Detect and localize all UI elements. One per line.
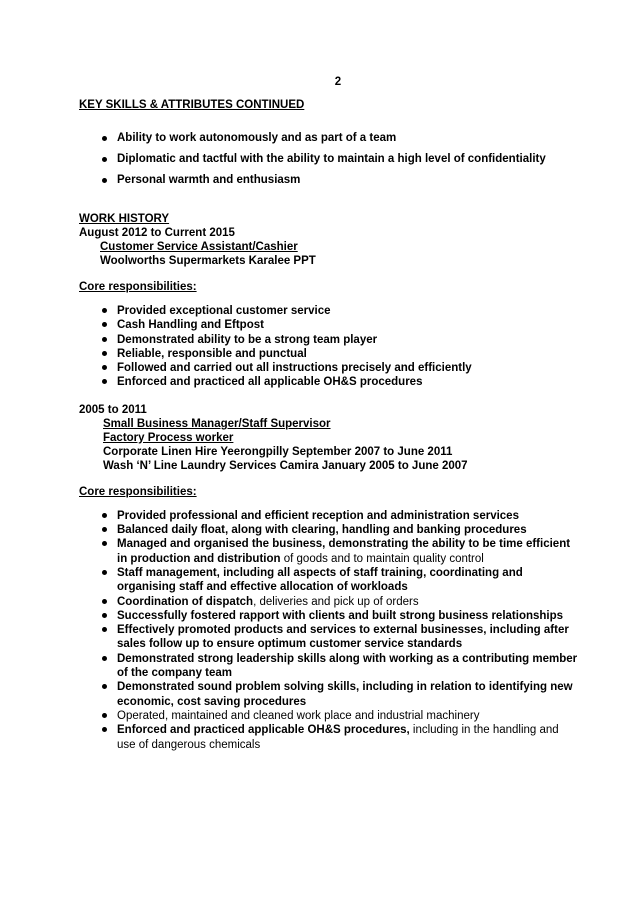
list-item: Ability to work autonomously and as part of a team <box>79 128 579 149</box>
list-item: Provided professional and efficient reception and administration services <box>79 509 579 523</box>
bullet-icon <box>102 613 107 618</box>
list-item: Staff management, including all aspects of staff training, coordinating and organising staff and effective allocation of workloads <box>79 566 579 595</box>
bullet-icon <box>102 599 107 604</box>
bullet-icon <box>102 570 107 575</box>
list-item: Demonstrated strong leadership skills along with working as a contributing member of the company team <box>79 652 579 681</box>
list-item: Cash Handling and Eftpost <box>79 318 579 332</box>
list-item: Enforced and practiced all applicable OH&S procedures <box>79 375 579 389</box>
skills-heading: KEY SKILLS & ATTRIBUTES CONTINUED <box>79 99 305 111</box>
list-item: Followed and carried out all instructions precisely and efficiently <box>79 361 579 375</box>
list-item: Provided exceptional customer service <box>79 304 579 318</box>
job2-resp-heading: Core responsibilities: <box>79 485 197 498</box>
list-item: Demonstrated ability to be a strong team player <box>79 333 579 347</box>
bullet-icon <box>102 351 107 356</box>
list-item: Personal warmth and enthusiasm <box>79 170 579 191</box>
job1-title: Customer Service Assistant/Cashier <box>100 241 298 253</box>
list-item: Coordination of dispatch, deliveries and pick up of orders <box>79 595 579 609</box>
job2-employer2: Wash ‘N’ Line Laundry Services Camira January 2005 to June 2007 <box>103 459 468 472</box>
bullet-icon <box>102 178 107 183</box>
bullet-icon <box>102 308 107 313</box>
job2-resp-list <box>79 509 579 752</box>
list-item: Managed and organised the business, demonstrating the ability to be time efficient in production and distribution of goods and to maintain quality control <box>79 537 579 566</box>
bullet-icon <box>102 379 107 384</box>
work-history-section <box>79 212 579 752</box>
bullet-icon <box>102 322 107 327</box>
bullet-icon <box>102 365 107 370</box>
bullet-icon <box>102 727 107 732</box>
list-item: Enforced and practiced applicable OH&S procedures, including in the handling and use of dangerous chemicals <box>79 723 579 752</box>
skills-list <box>79 128 579 191</box>
bullet-icon <box>102 713 107 718</box>
job2-dates: 2005 to 2011 <box>79 403 147 416</box>
bullet-icon <box>102 684 107 689</box>
bullet-icon <box>102 541 107 546</box>
list-item: Diplomatic and tactful with the ability to maintain a high level of confidentiality <box>79 149 579 170</box>
job1-resp-list <box>79 304 579 390</box>
job2-title1: Small Business Manager/Staff Supervisor <box>103 417 331 430</box>
list-item: Successfully fostered rapport with clients and built strong business relationships <box>79 609 579 623</box>
skills-section <box>79 98 579 191</box>
bullet-icon <box>102 136 107 141</box>
list-item: Effectively promoted products and services to external businesses, including after sales follow up to ensure optimum customer service standards <box>79 623 579 652</box>
bullet-icon <box>102 527 107 532</box>
job2-employer1: Corporate Linen Hire Yeerongpilly September 2007 to June 2011 <box>103 445 453 458</box>
list-item: Reliable, responsible and punctual <box>79 347 579 361</box>
bullet-icon <box>102 157 107 162</box>
work-history-heading: WORK HISTORY <box>79 213 170 225</box>
job1-employer: Woolworths Supermarkets Karalee PPT <box>100 255 316 267</box>
bullet-icon <box>102 656 107 661</box>
bullet-icon <box>102 627 107 632</box>
bullet-icon <box>102 337 107 342</box>
bullet-icon <box>102 513 107 518</box>
list-item: Operated, maintained and cleaned work place and industrial machinery <box>79 709 579 723</box>
job1-resp-heading: Core responsibilities: <box>79 281 197 293</box>
job2-title2: Factory Process worker <box>103 431 234 444</box>
list-item: Demonstrated sound problem solving skills, including in relation to identifying new economic, cost saving procedures <box>79 680 579 709</box>
list-item: Balanced daily float, along with clearing, handling and banking procedures <box>79 523 579 537</box>
page-number: 2 <box>334 76 342 88</box>
job1-dates: August 2012 to Current 2015 <box>79 227 235 239</box>
